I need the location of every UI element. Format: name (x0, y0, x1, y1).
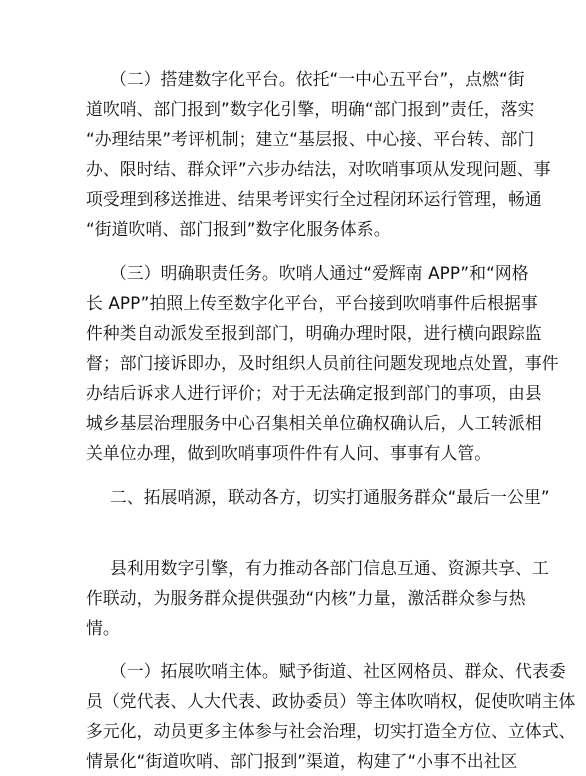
paragraph-1-line-2: 道吹哨、部门报到”数字化引擎，明确“部门报到”责任，落实 (86, 99, 535, 119)
paragraph-1-line-6: “街道吹哨、部门报到”数字化服务体系。 (86, 219, 391, 239)
paragraph-2-line-7: 关单位办理，做到吹哨事项件件有人问、事事有人管。 (86, 443, 492, 463)
paragraph-3-line-1: 县利用数字引擎，有力推动各部门信息互通、资源共享、工 (110, 558, 549, 578)
paragraph-4-line-3: 多元化，动员更多主体参与社会治理，切实打造全方位、立体式、 (86, 721, 576, 741)
paragraph-2-line-3: 件种类自动派发至报到部门，明确办理时限，进行横向跟踪监 (86, 323, 542, 343)
paragraph-4-line-2: 员（党代表、人大代表、政协委员）等主体吹哨权，促使吹哨主体 (86, 691, 576, 711)
paragraph-1-line-1: （二）搭建数字化平台。依托“一中心五平台”，点燃“街 (110, 69, 525, 89)
paragraph-2-line-6: 城乡基层治理服务中心召集相关单位确权确认后，人工转派相 (86, 413, 542, 433)
paragraph-4-line-1: （一）拓展吹哨主体。赋予街道、社区网格员、群众、代表委 (110, 661, 566, 681)
section-heading: 二、拓展哨源，联动各方，切实打通服务群众“最后一公里” (110, 487, 550, 507)
paragraph-4-line-4: 情景化“街道吹哨、部门报到”渠道，构建了“小事不出社区 (86, 751, 518, 771)
paragraph-2-line-1: （三）明确职责任务。吹哨人通过“爱辉南 APP”和“网格 (110, 263, 529, 283)
paragraph-2-line-2: 长 APP”拍照上传至数字化平台，平台接到吹哨事件后根据事 (86, 293, 538, 313)
paragraph-1-line-4: 办、限时结、群众评”六步办结法，对吹哨事项从发现问题、事 (86, 159, 551, 179)
paragraph-2-line-4: 督；部门接诉即办，及时组织人员前往问题发现地点处置，事件 (86, 353, 559, 373)
paragraph-3-line-3: 情。 (86, 618, 120, 638)
paragraph-1-line-3: “办理结果”考评机制；建立“基层报、中心接、平台转、部门 (86, 129, 535, 149)
paragraph-3-line-2: 作联动，为服务群众提供强劲“内核”力量，激活群众参与热 (86, 588, 526, 608)
paragraph-2-line-5: 办结后诉求人进行评价；对于无法确定报到部门的事项，由县 (86, 383, 542, 403)
paragraph-1-line-5: 项受理到移送推进、结果考评实行全过程闭环运行管理，畅通 (86, 189, 542, 209)
